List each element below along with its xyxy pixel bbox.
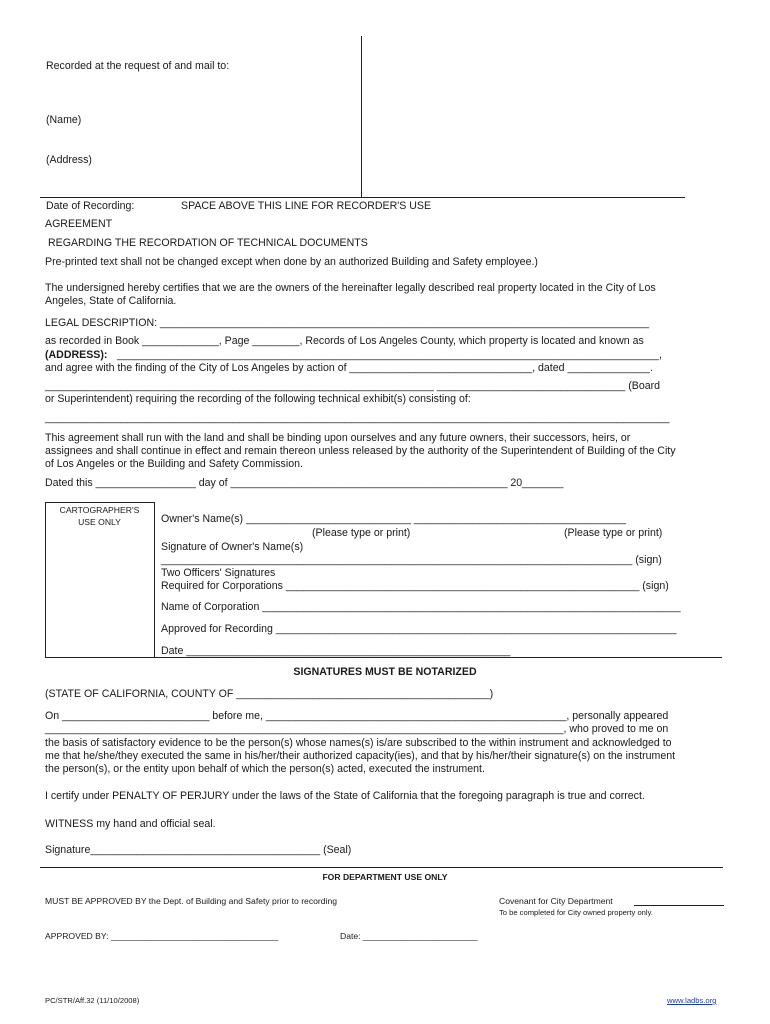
website-link[interactable]: www.ladbs.org: [667, 996, 717, 1005]
finding-field[interactable]: and agree with the finding of the City of Los Angeles by action of _______________________________, dated ______________.: [45, 362, 653, 374]
covenant-label: Covenant for City Department: [499, 896, 613, 906]
owners-name-field[interactable]: Owner's Name(s) ____________________________ ____________________________________: [161, 513, 627, 525]
witness-statement: WITNESS my hand and official seal.: [45, 818, 216, 830]
approved-by-field[interactable]: APPROVED BY: ___________________________________: [45, 931, 279, 941]
form-code: PC/STR/Aff.32 (11/10/2008): [45, 996, 140, 1005]
department-divider: [40, 867, 723, 868]
board-field[interactable]: __________________________________________________________________ ________________________________ (Board: [45, 380, 661, 392]
name-field-label: (Name): [46, 114, 82, 126]
superintendent-text: or Superintendent) requiring the recording of the following technical exhibit(s) consisting of:: [45, 393, 471, 405]
notary-proved-field[interactable]: ________________________________________________________________________________________, who proved to me on: [45, 723, 669, 735]
agreement-title: AGREEMENT: [45, 218, 113, 230]
state-county-field[interactable]: (STATE OF CALIFORNIA, COUNTY OF ___________________________________________): [45, 688, 494, 700]
cartographer-label-line1: CARTOGRAPHER'S: [59, 505, 140, 515]
certify-text-line1: The undersigned hereby certifies that we are the owners of the hereinafter legally described real property located in the City of Los: [45, 282, 656, 294]
notary-basis-line1: the basis of satisfactory evidence to be the person(s) whose names(s) is/are subscribed to the within instrument and acknowledged to: [45, 737, 672, 749]
notary-basis-line2: me that he/she/they executed the same in his/her/their authorized capacity(ies), and that by his/her/their signature(s) on the instrument: [45, 750, 676, 762]
notarized-heading: SIGNATURES MUST BE NOTARIZED: [293, 666, 477, 678]
owner-signature-label: Signature of Owner's Name(s): [161, 541, 304, 553]
type-print-hint-2: (Please type or print): [564, 527, 663, 539]
runs-with-land-line2: assignees and shall continue in effect and remain thereon unless released by the authority of the Superintendent of Building of the City: [45, 445, 676, 457]
recorded-request-label: Recorded at the request of and mail to:: [46, 60, 230, 72]
exhibit-blank-field[interactable]: __________________________________________________________________________________________________________: [45, 412, 670, 424]
notary-on-field[interactable]: On _________________________ before me, ___________________________________________________, personally appeared: [45, 710, 669, 722]
corporation-name-field[interactable]: Name of Corporation _______________________________________________________________________: [161, 601, 681, 613]
covenant-line: [634, 905, 724, 906]
owners-box-top: [45, 502, 154, 503]
cartographer-label-line2: USE ONLY: [78, 517, 121, 527]
owners-date-field[interactable]: Date _______________________________________________________: [161, 645, 511, 657]
dated-this-field[interactable]: Dated this _________________ day of _______________________________________________ 20_______: [45, 477, 564, 489]
certify-text-line2: Angeles, State of California.: [45, 295, 177, 307]
notary-basis-line3: the person(s), or the entity upon behalf of which the person(s) acted, executed the instrument.: [45, 763, 485, 775]
approved-recording-field[interactable]: Approved for Recording ____________________________________________________________________: [161, 623, 677, 635]
address-field[interactable]: ____________________________________________________________________________________________,: [117, 349, 662, 361]
corporation-signature-field[interactable]: Required for Corporations ____________________________________________________________ (sign): [161, 580, 669, 592]
city-owned-note: To be completed for City owned property only.: [499, 908, 653, 917]
preprinted-note: Pre-printed text shall not be changed except when done by an authorized Building and Safety employee.): [45, 256, 538, 268]
address-field-label: (Address): [46, 154, 92, 166]
agreement-subtitle: REGARDING THE RECORDATION OF TECHNICAL DOCUMENTS: [48, 237, 368, 249]
owners-box-divider: [154, 502, 155, 658]
book-page-field[interactable]: as recorded in Book _____________, Page ________, Records of Los Angeles County, which property is located and known as: [45, 335, 644, 347]
department-heading: FOR DEPARTMENT USE ONLY: [322, 872, 448, 882]
department-date-field[interactable]: Date: ________________________: [340, 931, 478, 941]
recorder-use-line: [40, 197, 685, 198]
owner-signature-field[interactable]: ________________________________________________________________________________ (sign): [161, 554, 662, 566]
recorder-box-divider: [361, 36, 362, 198]
address-label: (ADDRESS):: [45, 349, 108, 361]
space-above-label: SPACE ABOVE THIS LINE FOR RECORDER'S USE: [181, 200, 432, 212]
notary-signature-field[interactable]: Signature_______________________________________ (Seal): [45, 844, 352, 856]
type-print-hint-1: (Please type or print): [312, 527, 411, 539]
legal-description-field[interactable]: LEGAL DESCRIPTION: ___________________________________________________________________________________: [45, 317, 650, 329]
runs-with-land-line1: This agreement shall run with the land and shall be binding upon ourselves and any future owners, their successors, heirs, or: [45, 432, 631, 444]
must-be-approved-text: MUST BE APPROVED BY the Dept. of Building and Safety prior to recording: [45, 896, 338, 906]
runs-with-land-line3: of Los Angeles or the Building and Safety Commission.: [45, 458, 303, 470]
perjury-statement: I certify under PENALTY OF PERJURY under the laws of the State of California that the foregoing paragraph is true and correct.: [45, 790, 645, 802]
two-officers-label: Two Officers' Signatures: [161, 567, 276, 579]
date-of-recording-label: Date of Recording:: [46, 200, 135, 212]
